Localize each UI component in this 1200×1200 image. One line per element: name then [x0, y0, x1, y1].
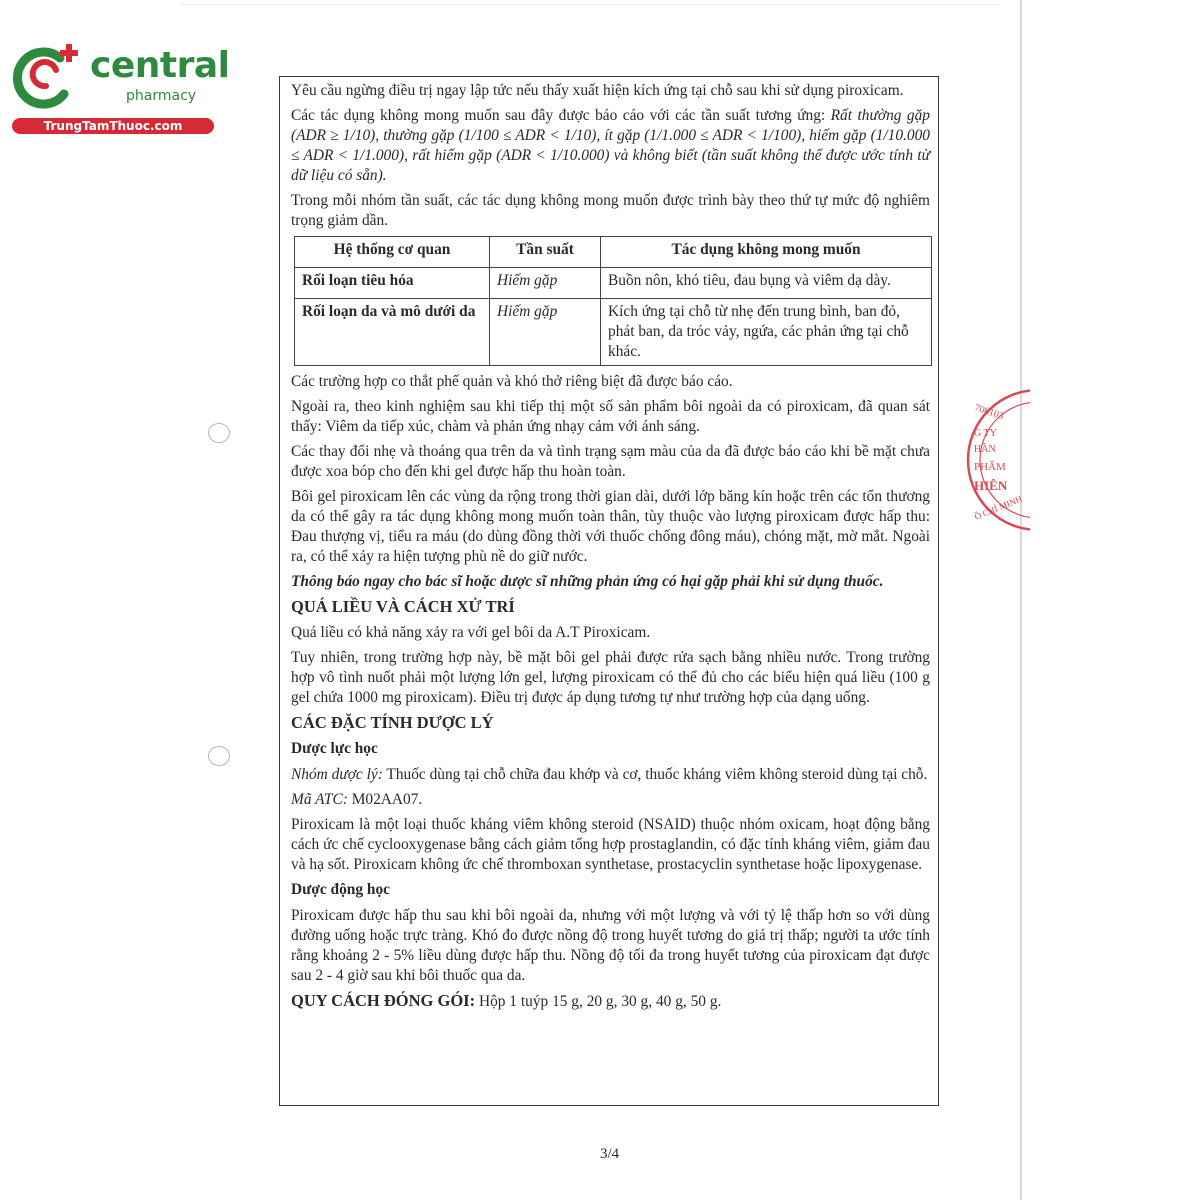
pharmacy-logo-icon: [12, 40, 84, 112]
atc-code-label: Mã ATC:: [291, 791, 348, 808]
table-cell-organ: Rối loạn tiêu hóa: [295, 268, 490, 299]
pharmacologic-group-label: Nhóm dược lý:: [291, 766, 383, 783]
paragraph-packaging: [291, 991, 930, 1012]
paragraph-severity-order: Trong mỗi nhóm tần suất, các tác dụng không mong muốn được trình bày theo thứ tự mức độ nghiêm trọng giảm dần.: [291, 192, 930, 229]
table-cell-organ: Rối loạn da và mô dưới da: [295, 299, 490, 366]
heading-pharmacology: CÁC ĐẶC TÍNH DƯỢC LÝ: [291, 713, 494, 732]
column-header-effect: Tác dụng không mong muốn: [601, 237, 932, 268]
page-number: 3/4: [600, 1146, 620, 1162]
column-header-frequency: Tần suất: [490, 237, 601, 268]
packaging-label: QUY CÁCH ĐÓNG GÓI:: [291, 991, 476, 1010]
heading-pharmacokinetics: Dược động học: [291, 881, 390, 898]
page-top-edge: [180, 4, 1000, 5]
paragraph-report-notice: Thông báo ngay cho bác sĩ hoặc dược sĩ những phản ứng có hại gặp phải khi sử dụng thuốc.: [291, 573, 884, 590]
punch-hole-top: [208, 423, 230, 443]
stamp-line-3: HẦN: [974, 444, 996, 455]
frequency-definitions: Rất thường gặp (ADR ≥ 1/10), thường gặp (1/100 ≤ ADR < 1/10), ít gặp (1/1.000 ≤ ADR < 1/100), hiếm gặp (1/10.000 ≤ ADR < 1/1.000), rất hiếm gặp (ADR < 1/10.000) và không biết (tần suất không thể được ước tính từ dữ liệu có sẵn).: [291, 107, 930, 184]
paragraph-overdose-possible: Quá liều có khả năng xảy ra với gel bôi da A.T Piroxicam.: [291, 624, 651, 641]
page-right-edge: [1020, 0, 1022, 1200]
packaging-text: Hộp 1 tuýp 15 g, 20 g, 30 g, 40 g, 50 g.: [475, 993, 722, 1010]
leaflet-content-box: [279, 76, 939, 1106]
frequency-intro: Các tác dụng không mong muốn sau đây được báo cáo với các tần suất tương ứng:: [291, 107, 831, 124]
paragraph-stop-treatment: Yêu cầu ngừng điều trị ngay lập tức nếu thấy xuất hiện kích ứng tại chỗ sau khi sử dụng piroxicam.: [291, 82, 904, 99]
table-row: [295, 268, 932, 299]
pharmacologic-group-text: Thuốc dùng tại chỗ chữa đau khớp và cơ, thuốc kháng viêm không steroid dùng tại chỗ.: [382, 766, 928, 783]
company-stamp: [960, 380, 1030, 540]
heading-pharmacodynamics: Dược lực học: [291, 740, 378, 757]
atc-code-value: M02AA07.: [347, 791, 423, 808]
adverse-effects-table: [294, 236, 932, 366]
paragraph-absorption: Piroxicam được hấp thu sau khi bôi ngoài da, nhưng với một lượng và với tỷ lệ thấp hơn so với dùng đường uống hoặc trực tràng. Khó đo được nồng độ trong huyết tương do giá trị thấp; người ta ước tính rằng khoảng 2 - 5% liều dùng được hấp thu. Nồng độ tối đa trong huyết tương của piroxicam đạt được sau 2 - 4 giờ sau khi bôi thuốc qua da.: [291, 907, 930, 984]
table-cell-frequency: Hiếm gặp: [490, 268, 601, 299]
stamp-line-1: 706103: [973, 402, 1006, 423]
stamp-line-2: G TY: [974, 428, 997, 439]
paragraph-mechanism: Piroxicam là một loại thuốc kháng viêm không steroid (NSAID) thuộc nhóm oxicam, hoạt động bằng cách ức chế cyclooxygenase bằng cách giảm tổng hợp prostaglandin, có đặc tính kháng viêm, giảm đau và hạ sốt. Piroxicam không ức chế thromboxan synthetase, prostacyclin synthetase hoặc lipoxygenase.: [291, 816, 930, 873]
table-cell-frequency: Hiếm gặp: [490, 299, 601, 366]
stamp-line-4: PHẨM: [974, 461, 1006, 473]
paragraph-bronchospasm: Các trường hợp co thắt phế quản và khó thở riêng biệt đã được báo cáo.: [291, 373, 733, 390]
paragraph-pharmacologic-group: [291, 765, 930, 785]
stamp-line-6: Ồ CHÍ MINH: [973, 493, 1024, 522]
paragraph-systemic-effects: Bôi gel piroxicam lên các vùng da rộng trong thời gian dài, dưới lớp băng kín hoặc trên các tổn thương da có thể gây ra tác dụng không mong muốn toàn thân, tùy thuộc vào lượng piroxicam được hấp thu: Đau thượng vị, tiểu ra máu (do dùng đồng thời với thuốc chống đông máu), chóng mặt, mờ mắt. Ngoài ra, có thể xảy ra hiện tượng phù nề do giữ nước.: [291, 488, 930, 565]
central-pharmacy-logo[interactable]: [8, 38, 230, 138]
punch-hole-bottom: [208, 746, 230, 766]
logo-sub-text: pharmacy: [126, 88, 197, 104]
logo-brand-text: central: [90, 45, 230, 86]
paragraph-skin-changes: Các thay đổi nhẹ và thoáng qua trên da và tình trạng sạm màu của da đã được báo cáo khi bề mặt chưa được xoa bóp cho đến khi gel được hấp thu hoàn toàn.: [291, 443, 930, 480]
paragraph-frequency-definitions: [291, 106, 930, 186]
column-header-organ: Hệ thống cơ quan: [295, 237, 490, 268]
stamp-line-5: HIÊN: [974, 478, 1008, 493]
heading-overdose: QUÁ LIỀU VÀ CÁCH XỬ TRÍ: [291, 597, 515, 616]
table-cell-effect: Buồn nôn, khó tiêu, đau bụng và viêm dạ dày.: [601, 268, 932, 299]
paragraph-post-marketing: Ngoài ra, theo kinh nghiệm sau khi tiếp thị một số sản phẩm bôi ngoài da có piroxicam, đã quan sát thấy: Viêm da tiếp xúc, chàm và phản ứng nhạy cảm với ánh sáng.: [291, 398, 930, 435]
logo-website-badge: TrungTamThuoc.com: [12, 118, 214, 134]
table-row: [295, 299, 932, 366]
table-header-row: [295, 237, 932, 268]
paragraph-overdose-treatment: Tuy nhiên, trong trường hợp này, bề mặt bôi gel phải được rửa sạch bằng nhiều nước. Trong trường hợp vô tình nuốt phải một lượng lớn gel, lượng piroxicam có thể đủ cho các biểu hiện quá liều (100 g gel chứa 1000 mg piroxicam). Điều trị được áp dụng tương tự như trường hợp của dạng uống.: [291, 649, 930, 706]
table-cell-effect: Kích ứng tại chỗ từ nhẹ đến trung bình, ban đỏ, phát ban, da tróc vảy, ngứa, các phản ứng tại chỗ khác.: [601, 299, 932, 366]
paragraph-atc-code: [291, 790, 930, 810]
